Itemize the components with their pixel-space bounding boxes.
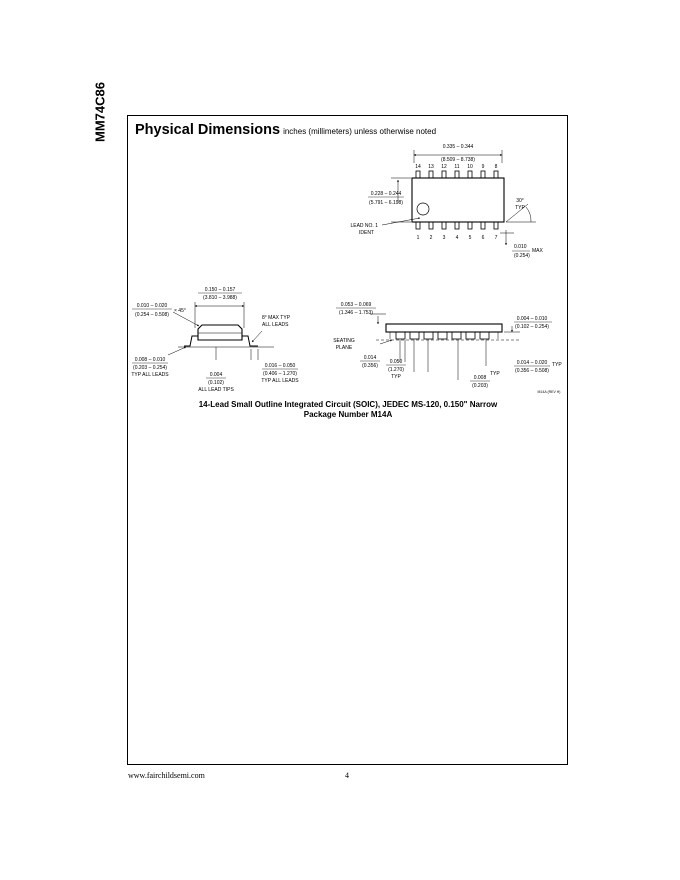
chamfer-mm: (0.254 – 0.508) [135, 312, 169, 318]
package-drawing [128, 136, 567, 400]
end-body [198, 325, 242, 340]
lead-w-in: 0.014 [363, 355, 377, 361]
flat-in: 0.010 [514, 244, 527, 250]
chamfer-angle: × 45° [174, 308, 186, 314]
foot-mm: (0.406 – 1.270) [263, 371, 297, 377]
pin-5: 5 [468, 235, 472, 241]
pin-4: 4 [455, 235, 459, 241]
pin-13: 13 [428, 164, 434, 170]
angle-typ: TYP [515, 205, 525, 211]
chamfer-in: 0.010 – 0.020 [136, 303, 168, 309]
pitch-mm: (1.270) [388, 367, 404, 373]
pin-3: 3 [442, 235, 446, 241]
angle-label: 30° [516, 198, 524, 204]
footer-url[interactable]: www.fairchildsemi.com [128, 771, 205, 780]
width-dim-mm: (5.791 – 6.198) [369, 200, 403, 206]
end-lead-left [184, 336, 198, 346]
pitch-in: 0.050 [389, 359, 403, 365]
bottom-leads [416, 222, 498, 229]
standoff-mm: (0.102 – 0.254) [515, 324, 549, 330]
pin-14: 14 [415, 164, 421, 170]
seating-line2: PLANE [335, 345, 353, 351]
pin-12: 12 [441, 164, 447, 170]
caption-line-1: 14-Lead Small Outline Integrated Circuit (SOIC), JEDEC MS-120, 0.150" Narrow [198, 400, 498, 409]
height-in: 0.053 – 0.069 [340, 302, 372, 308]
radius-in: 0.008 [473, 375, 487, 381]
heading-title: Physical Dimensions [135, 122, 281, 138]
flat-mm: (0.254) [514, 253, 530, 259]
height-mm: (1.346 – 1.753) [339, 310, 373, 316]
coplan-in: 0.004 [209, 372, 223, 378]
pin-6: 6 [481, 235, 485, 241]
package-drawing-svg [128, 136, 567, 400]
side-leads [396, 332, 489, 339]
figure-caption [128, 400, 568, 420]
pin-10: 10 [467, 164, 473, 170]
page-number: 4 [345, 771, 349, 780]
all-leads: ALL LEADS [262, 322, 289, 328]
width-dim-in: 0.228 – 0.244 [370, 191, 402, 197]
body-dim-in: 0.150 – 0.157 [204, 287, 236, 293]
body-dim-mm: (3.810 – 3.988) [203, 295, 237, 301]
length-dim-mm: (8.509 – 8.738) [441, 157, 475, 163]
pin-2: 2 [429, 235, 433, 241]
caption-line-2: Package Number M14A [303, 410, 393, 419]
part-number-text: MM74C86 [92, 82, 108, 142]
top-leads [416, 171, 498, 178]
drawing-id: M14A (REV H) [537, 390, 561, 394]
side-view-labels [333, 302, 562, 394]
pin-9: 9 [481, 164, 485, 170]
foot-note: TYP ALL LEADS [261, 378, 299, 384]
pin-8: 8 [494, 164, 498, 170]
foot-in: 0.016 – 0.050 [264, 363, 296, 369]
lead-thk-mm: (0.203 – 0.254) [133, 365, 167, 371]
radius-typ: TYP [490, 371, 500, 377]
coplan-note: ALL LEAD TIPS [198, 387, 234, 393]
lead1-ident-circle [417, 203, 429, 215]
flat-max: MAX [532, 248, 543, 254]
heading-note: inches (millimeters) unless otherwise noted [283, 127, 437, 136]
standoff-in: 0.004 – 0.010 [516, 316, 548, 322]
top-body [412, 178, 504, 222]
seating-line1: SEATING [333, 338, 355, 344]
end-lead-right [242, 336, 258, 346]
width2-mm: (0.356 – 0.508) [515, 368, 549, 374]
pin-7: 7 [494, 235, 498, 241]
lead-thk-note: TYP ALL LEADS [131, 372, 169, 378]
pitch-typ: TYP [391, 374, 401, 380]
max-angle: 8° MAX TYP [262, 315, 291, 321]
lead-thk-in: 0.008 – 0.010 [134, 357, 166, 363]
pin-11: 11 [454, 164, 460, 170]
top-view-labels [350, 144, 543, 259]
length-dim-in: 0.335 – 0.344 [442, 144, 474, 150]
width2-in: 0.014 – 0.020 [516, 360, 548, 366]
radius-mm: (0.203) [472, 383, 488, 389]
pin-1: 1 [416, 235, 420, 241]
lead1-ident: IDENT [359, 230, 374, 236]
coplan-mm: (0.102) [208, 380, 224, 386]
lead1-label: LEAD NO. 1 [350, 223, 378, 229]
side-body [386, 324, 502, 332]
lead-w-mm: (0.356) [362, 363, 378, 369]
width2-typ: TYP [552, 362, 562, 368]
